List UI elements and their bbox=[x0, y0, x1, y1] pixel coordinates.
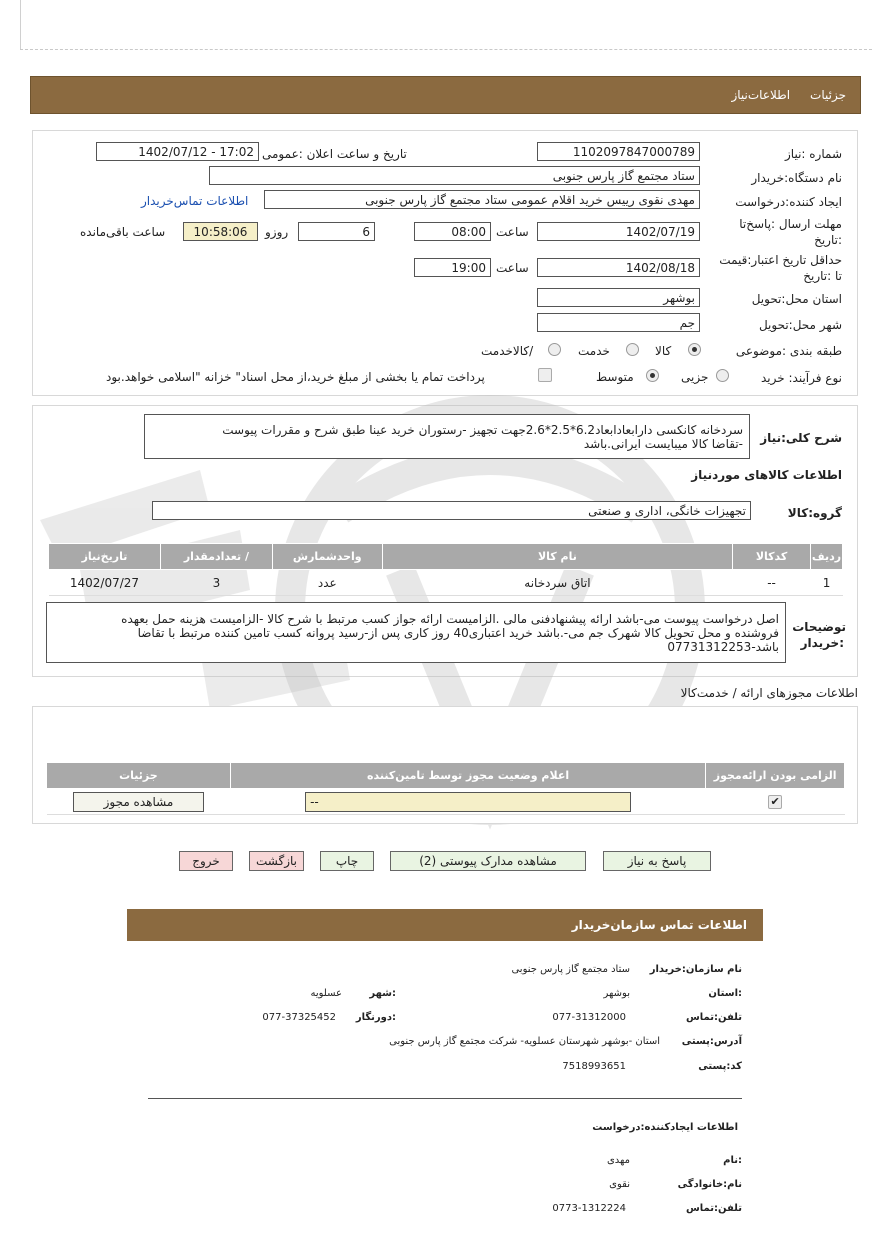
remaining-time-field: 10:58:06 bbox=[183, 222, 258, 241]
contact-province: بوشهر bbox=[603, 988, 630, 999]
contact-city: عسلویه bbox=[310, 988, 342, 999]
cell-permit-required bbox=[706, 789, 845, 815]
need-summary-box bbox=[144, 414, 750, 459]
buyer-org-label: نام دستگاه:خریدار bbox=[751, 171, 842, 185]
category-goods-service-label: /کالاخدمت bbox=[481, 344, 534, 358]
permits-heading: اطلاعات مجوزهای ارائه / خدمت‌کالا bbox=[680, 686, 858, 700]
need-summary-label: شرح کلی:نیاز bbox=[760, 431, 842, 445]
deadline-time-field: 08:00 bbox=[414, 222, 491, 241]
creator-phone: 0773-1312224 bbox=[552, 1203, 626, 1214]
col-quantity: / تعدادمقدار bbox=[160, 544, 272, 570]
reply-to-need-button[interactable]: پاسخ به نیاز bbox=[603, 851, 711, 871]
creator-label: ایجاد کننده:درخواست bbox=[735, 195, 842, 209]
col-permit-details: جزئیات bbox=[47, 763, 231, 789]
process-label: نوع فرآیند: خرید bbox=[761, 371, 842, 385]
validity-time-label: ساعت bbox=[496, 261, 529, 275]
treasury-payment-note: پرداخت تمام یا بخشی از مبلغ خرید،از محل اسناد" خزانه "اسلامی خواهد.بود bbox=[106, 370, 485, 384]
permit-status-field: -- bbox=[305, 792, 631, 812]
creator-last-name-label: نام:خانوادگی bbox=[677, 1179, 742, 1190]
buyer-notes-line-3: باشد-07731312253 bbox=[667, 639, 779, 654]
city-label: شهر محل:تحویل bbox=[758, 318, 842, 332]
city-field: جم bbox=[537, 313, 700, 332]
validity-label-2: تا :تاریخ bbox=[803, 269, 842, 283]
need-number-field: 1102097847000789 bbox=[537, 142, 700, 161]
days-field: 6 bbox=[298, 222, 375, 241]
view-attachments-button[interactable]: مشاهده مدارک پیوستی (2) bbox=[390, 851, 586, 871]
goods-table bbox=[48, 543, 843, 596]
cell-permit-details bbox=[47, 789, 231, 815]
top-dashed-divider bbox=[20, 49, 872, 50]
creator-first-name-label: :نام bbox=[723, 1155, 742, 1166]
buyer-notes-line-2: فروشنده و محل تحویل کالا شهرک جم می-.باشد خرید اعتباری40 روز کاری پس از-رسید پروانه کسب تامین کننده مرتبط با تقاضا bbox=[137, 625, 779, 640]
contact-postal-label: کد:پستی bbox=[698, 1061, 742, 1072]
category-service-label: خدمت bbox=[578, 344, 610, 358]
permit-required-checkbox[interactable]: ✔ bbox=[768, 795, 782, 809]
col-unit: واحدشمارش bbox=[272, 544, 382, 570]
contact-divider bbox=[148, 1098, 742, 1099]
contact-postal: 7518993651 bbox=[562, 1061, 626, 1072]
category-label: طبقه بندی :موضوعی bbox=[735, 344, 842, 358]
province-field: بوشهر bbox=[537, 288, 700, 307]
permits-table-header-row bbox=[47, 763, 845, 789]
buyer-org-field: ستاد مجتمع گاز پارس جنوبی bbox=[209, 166, 700, 185]
creator-phone-label: تلفن:تماس bbox=[685, 1203, 742, 1214]
remaining-time-label: ساعت باقی‌مانده bbox=[80, 225, 166, 239]
buyer-notes-label-1: توضیحات bbox=[792, 620, 846, 634]
cell-goods-name: اتاق سردخانه bbox=[382, 570, 732, 596]
table-row bbox=[49, 570, 843, 596]
process-partial-label: جزیی bbox=[681, 370, 709, 384]
buyer-notes-line-1: اصل درخواست پیوست می-باشد ارائه پیشنهادفنی مالی .الزامیست ارائه جواز کسب مرتبط با شرح کالا -الزامیست هزینه حمل بعهده bbox=[121, 611, 779, 626]
days-label: روزو bbox=[265, 225, 289, 239]
deadline-time-label: ساعت bbox=[496, 225, 529, 239]
buyer-contact-link[interactable]: اطلاعات تماس‌خریدار bbox=[141, 194, 249, 208]
col-permit-status: اعلام وضعیت مجوز توسط تامین‌کننده bbox=[230, 763, 705, 789]
creator-first-name: مهدی bbox=[606, 1155, 630, 1166]
radio-category-goods-service[interactable] bbox=[548, 343, 561, 356]
goods-group-label: گروه:کالا bbox=[787, 506, 842, 520]
contact-address: استان -بوشهر شهرستان عسلویه- شرکت مجتمع گاز پارس جنوبی bbox=[389, 1036, 660, 1047]
tab-details[interactable]: جزئیات bbox=[810, 88, 846, 102]
tab-need-info[interactable]: اطلاعات‌نیاز bbox=[731, 88, 791, 102]
need-number-label: شماره :نیاز bbox=[785, 147, 842, 161]
creator-field: مهدی نقوی رییس خرید اقلام عمومی ستاد مجتمع گاز پارس جنوبی bbox=[264, 190, 700, 209]
view-permit-button[interactable]: مشاهده مجوز bbox=[73, 792, 204, 812]
deadline-label-1: مهلت ارسال :پاسخ‌تا bbox=[739, 217, 842, 231]
deadline-date-field: 1402/07/19 bbox=[537, 222, 700, 241]
col-goods-code: کدکالا bbox=[733, 544, 811, 570]
goods-group-field: تجهیزات خانگی، اداری و صنعتی bbox=[152, 501, 751, 520]
contact-city-label: :شهر bbox=[369, 988, 396, 999]
contact-phone-label: تلفن:تماس bbox=[685, 1012, 742, 1023]
col-goods-name: نام کالا bbox=[382, 544, 732, 570]
radio-process-medium[interactable] bbox=[646, 369, 659, 382]
permits-table bbox=[46, 762, 845, 815]
province-label: استان محل:تحویل bbox=[751, 292, 842, 306]
contact-phone: 077-31312000 bbox=[552, 1012, 626, 1023]
announce-date-label: تاریخ و ساعت اعلان :عمومی bbox=[262, 147, 407, 161]
contact-org-name-label: نام سازمان:خریدار bbox=[649, 964, 742, 975]
print-button[interactable]: چاپ bbox=[320, 851, 374, 871]
creator-last-name: نقوی bbox=[609, 1179, 630, 1190]
cell-permit-status bbox=[230, 789, 705, 815]
buyer-notes-box bbox=[46, 602, 786, 663]
radio-category-service[interactable] bbox=[626, 343, 639, 356]
page-header-bar bbox=[30, 76, 861, 114]
goods-info-heading: اطلاعات کالاهای موردنیاز bbox=[691, 468, 842, 482]
radio-category-goods[interactable] bbox=[688, 343, 701, 356]
cell-unit: عدد bbox=[272, 570, 382, 596]
category-goods-label: کالا bbox=[655, 344, 672, 358]
validity-label-1: حداقل تاریخ اعتبار:قیمت bbox=[719, 253, 842, 267]
validity-date-field: 1402/08/18 bbox=[537, 258, 700, 277]
cell-row-number: 1 bbox=[811, 570, 843, 596]
announce-date-field: 1402/07/12 - 17:02 bbox=[96, 142, 259, 161]
back-button[interactable]: بازگشت bbox=[249, 851, 304, 871]
goods-table-header-row bbox=[49, 544, 843, 570]
col-row-number: ردیف bbox=[811, 544, 843, 570]
left-border-line bbox=[20, 0, 21, 50]
radio-process-partial[interactable] bbox=[716, 369, 729, 382]
deadline-label-2: :تاریخ bbox=[814, 233, 842, 247]
contact-fax: 077-37325452 bbox=[262, 1012, 336, 1023]
cell-quantity: 3 bbox=[160, 570, 272, 596]
contact-address-label: آدرس:پستی bbox=[681, 1036, 742, 1047]
contact-fax-label: :دورنگار bbox=[355, 1012, 396, 1023]
validity-time-field: 19:00 bbox=[414, 258, 491, 277]
cell-goods-code: -- bbox=[733, 570, 811, 596]
buyer-contact-header: اطلاعات تماس سازمان‌خریدار bbox=[127, 909, 763, 941]
contact-org-name: ستاد مجتمع گاز پارس جنوبی bbox=[511, 964, 630, 975]
process-medium-label: متوسط bbox=[596, 370, 634, 384]
treasury-payment-checkbox[interactable] bbox=[538, 368, 552, 382]
need-summary-line-2: -تقاضا کالا میبایست ایرانی.باشد bbox=[583, 436, 743, 451]
exit-button[interactable]: خروج bbox=[179, 851, 233, 871]
cell-need-date: 1402/07/27 bbox=[49, 570, 161, 596]
buyer-notes-label-2: :خریدار bbox=[800, 636, 844, 650]
col-permit-required: الزامی بودن ارائه‌مجوز bbox=[706, 763, 845, 789]
col-need-date: تاریخ‌نیاز bbox=[49, 544, 161, 570]
creator-info-heading: اطلاعات ایجادکننده:درخواست bbox=[592, 1122, 738, 1133]
table-row bbox=[47, 789, 845, 815]
need-summary-line-1: سردخانه کانکسی دارابعادابعاد6.2*2.5*2.6جهت تجهیز -رستوران خرید عینا طبق شرح و مقررات پیوست bbox=[222, 422, 743, 437]
contact-province-label: :استان bbox=[708, 988, 742, 999]
